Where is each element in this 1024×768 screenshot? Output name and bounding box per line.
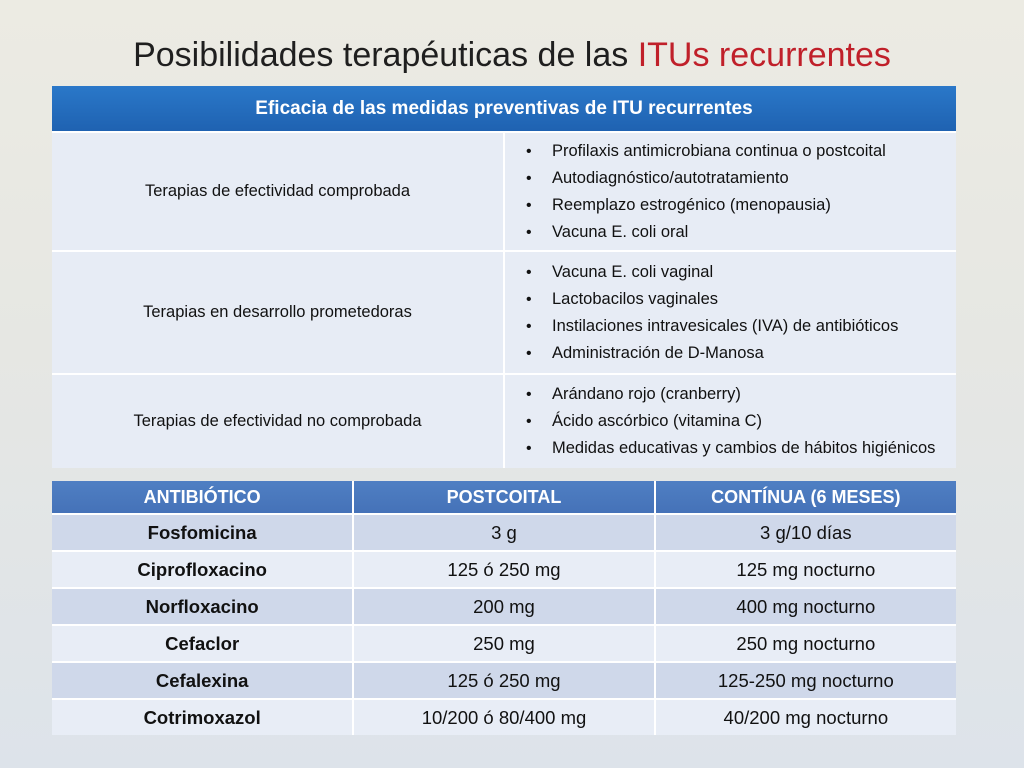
column-header-postcoital: POSTCOITAL bbox=[353, 481, 654, 514]
postcoital-dose: 125 ó 250 mg bbox=[353, 662, 654, 699]
list-item: • Vacuna E. coli oral bbox=[526, 219, 955, 246]
continuous-dose: 40/200 mg nocturno bbox=[655, 699, 956, 735]
table-row bbox=[52, 588, 956, 625]
table-row bbox=[52, 251, 956, 374]
list-item: • Vacuna E. coli vaginal bbox=[526, 259, 955, 286]
list-item: • Medidas educativas y cambios de hábitos higiénicos bbox=[526, 435, 955, 462]
list-item: • Instilaciones intravesicales (IVA) de antibióticos bbox=[526, 313, 955, 340]
therapy-list bbox=[506, 259, 955, 367]
list-item: • Ácido ascórbico (vitamina C) bbox=[526, 408, 955, 435]
list-item: • Lactobacilos vaginales bbox=[526, 286, 955, 313]
slide-title bbox=[0, 36, 1024, 75]
therapy-list-cell bbox=[504, 132, 956, 251]
continuous-dose: 250 mg nocturno bbox=[655, 625, 956, 662]
category-label: Terapias de efectividad comprobada bbox=[52, 132, 504, 251]
table-row bbox=[52, 625, 956, 662]
table-row bbox=[52, 662, 956, 699]
drug-name: Cotrimoxazol bbox=[52, 699, 353, 735]
postcoital-dose: 3 g bbox=[353, 514, 654, 551]
drug-name: Norfloxacino bbox=[52, 588, 353, 625]
therapy-list bbox=[506, 138, 955, 246]
table-row bbox=[52, 132, 956, 251]
title-accent: ITUs recurrentes bbox=[637, 36, 891, 74]
therapy-list-cell bbox=[504, 374, 956, 468]
list-item: • Arándano rojo (cranberry) bbox=[526, 381, 955, 408]
efficacy-table-header: Eficacia de las medidas preventivas de ITU recurrentes bbox=[52, 86, 956, 132]
list-item: • Autodiagnóstico/autotratamiento bbox=[526, 165, 955, 192]
continuous-dose: 3 g/10 días bbox=[655, 514, 956, 551]
category-label: Terapias en desarrollo prometedoras bbox=[52, 251, 504, 374]
postcoital-dose: 200 mg bbox=[353, 588, 654, 625]
title-text: Posibilidades terapéuticas de las bbox=[133, 36, 638, 74]
postcoital-dose: 125 ó 250 mg bbox=[353, 551, 654, 588]
drug-name: Fosfomicina bbox=[52, 514, 353, 551]
efficacy-table bbox=[52, 86, 956, 468]
list-item: • Administración de D-Manosa bbox=[526, 340, 955, 367]
table-row bbox=[52, 374, 956, 468]
list-item: • Profilaxis antimicrobiana continua o postcoital bbox=[526, 138, 955, 165]
list-item: • Reemplazo estrogénico (menopausia) bbox=[526, 192, 955, 219]
continuous-dose: 125-250 mg nocturno bbox=[655, 662, 956, 699]
table-row bbox=[52, 699, 956, 735]
continuous-dose: 400 mg nocturno bbox=[655, 588, 956, 625]
postcoital-dose: 250 mg bbox=[353, 625, 654, 662]
therapy-list bbox=[506, 381, 955, 462]
table-row bbox=[52, 551, 956, 588]
antibiotic-table bbox=[52, 481, 956, 735]
continuous-dose: 125 mg nocturno bbox=[655, 551, 956, 588]
category-label: Terapias de efectividad no comprobada bbox=[52, 374, 504, 468]
column-header-antibiotic: ANTIBIÓTICO bbox=[52, 481, 353, 514]
drug-name: Cefalexina bbox=[52, 662, 353, 699]
therapy-list-cell bbox=[504, 251, 956, 374]
table-row bbox=[52, 514, 956, 551]
drug-name: Ciprofloxacino bbox=[52, 551, 353, 588]
column-header-continuous: CONTÍNUA (6 MESES) bbox=[655, 481, 956, 514]
postcoital-dose: 10/200 ó 80/400 mg bbox=[353, 699, 654, 735]
drug-name: Cefaclor bbox=[52, 625, 353, 662]
